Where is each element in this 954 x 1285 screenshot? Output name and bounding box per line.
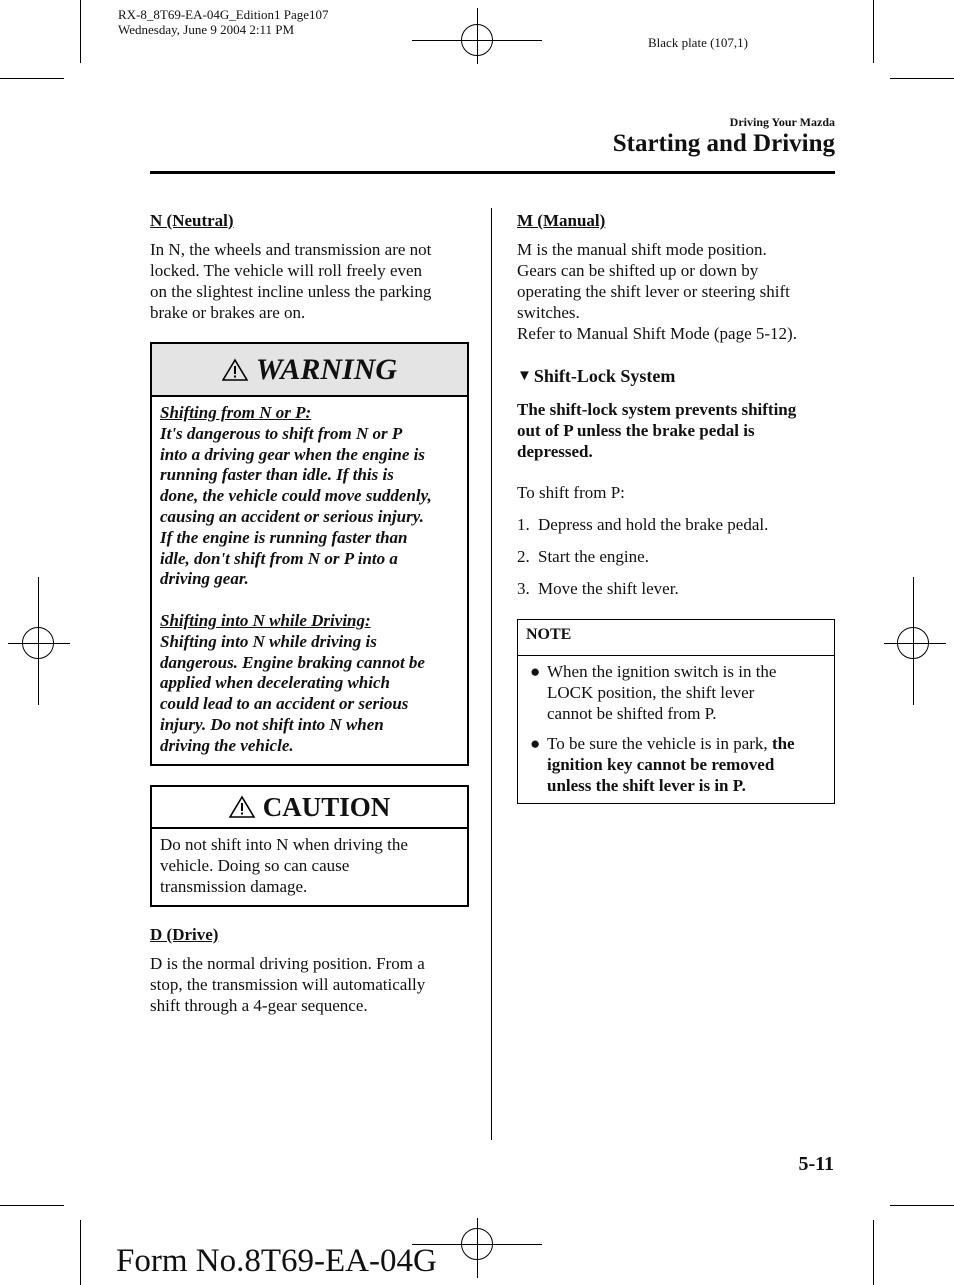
list-item: [517, 546, 768, 567]
text-line: dangerous. Engine braking cannot be: [160, 652, 425, 672]
text-line: on the slightest incline unless the parking: [150, 282, 432, 301]
step-number: 2.: [517, 547, 530, 566]
text-line: operating the shift lever or steering shift: [517, 282, 790, 301]
text-line: In N, the wheels and transmission are not: [150, 240, 432, 259]
text-line: causing an accident or serious injury.: [160, 506, 424, 526]
caution-body: [152, 829, 467, 897]
manual-text: [517, 239, 797, 344]
text-line: injury. Do not shift into N when: [160, 714, 384, 734]
print-job-info: [118, 7, 329, 37]
text-line: out of P unless the brake pedal is: [517, 421, 755, 440]
page-title: Starting and Driving: [612, 130, 835, 157]
warning-subheading: Shifting from N or P:: [160, 403, 312, 422]
note-text: [547, 733, 795, 796]
warning-box: [150, 342, 469, 766]
title-rule: [150, 171, 835, 174]
text-line: Gears can be shifted up or down by: [517, 261, 759, 280]
text-line: locked. The vehicle will roll freely even: [150, 261, 423, 280]
print-file-name: RX-8_8T69-EA-04G_Edition1 Page107: [118, 7, 329, 22]
column-divider: [491, 208, 492, 1140]
warning-header: [152, 344, 467, 397]
emphasis-text: the: [771, 734, 795, 753]
warning-title: WARNING: [255, 352, 398, 386]
caution-header: [152, 787, 467, 829]
text-line: applied when decelerating which: [160, 673, 390, 693]
text-line: could lead to an accident or serious: [160, 694, 409, 714]
text-line: Do not shift into N when driving the: [160, 835, 408, 854]
note-box: [517, 619, 835, 804]
text-line: D is the normal driving position. From a: [150, 954, 425, 973]
triangle-down-icon: ▼: [517, 368, 532, 384]
text-line: If the engine is running faster than: [160, 527, 408, 547]
print-timestamp: Wednesday, June 9 2004 2:11 PM: [118, 22, 295, 37]
shift-lock-lead: To shift from P:: [517, 483, 625, 502]
text-line: The shift-lock system prevents shifting: [517, 400, 797, 419]
text-line: Refer to Manual Shift Mode (page 5-12).: [517, 324, 797, 343]
text-line: shift through a 4-gear sequence.: [150, 996, 368, 1015]
text-line: vehicle. Doing so can cause: [160, 856, 350, 875]
drive-text: [150, 953, 425, 1016]
text-line: depressed.: [517, 442, 593, 461]
note-list: [518, 656, 834, 796]
text-line: M is the manual shift mode position.: [517, 240, 767, 259]
page-number: 5-11: [798, 1153, 834, 1175]
list-item: [518, 733, 834, 796]
neutral-heading: N (Neutral): [150, 211, 234, 230]
list-item: [517, 578, 768, 599]
text-line: running faster than idle. If this is: [160, 465, 394, 485]
step-text: Start the engine.: [538, 547, 649, 566]
text-line: When the ignition switch is in the: [547, 662, 777, 681]
shift-steps-list: [517, 514, 768, 599]
manual-heading: M (Manual): [517, 211, 606, 230]
warning-triangle-icon: [222, 358, 248, 382]
emphasis-text: unless the shift lever is in P.: [547, 776, 746, 795]
text-line: switches.: [517, 303, 580, 322]
text-line: done, the vehicle could move suddenly,: [160, 486, 432, 506]
warning-body: [152, 397, 467, 757]
caution-triangle-icon: [229, 795, 255, 819]
text-line: stop, the transmission will automatically: [150, 975, 426, 994]
text-line: It's dangerous to shift from N or P: [160, 423, 403, 443]
shift-lock-intro: [517, 399, 796, 462]
shift-lock-heading: [517, 366, 675, 387]
text-line: cannot be shifted from P.: [547, 704, 717, 723]
text-line: into a driving gear when the engine is: [160, 444, 425, 464]
bullet-icon: ●: [530, 734, 541, 753]
bullet-icon: ●: [530, 662, 541, 681]
step-number: 1.: [517, 515, 530, 534]
text-line: Shifting into N while driving is: [160, 631, 377, 651]
text-line: transmission damage.: [160, 877, 308, 896]
plate-label: Black plate (107,1): [648, 35, 748, 50]
caution-box: [150, 785, 469, 907]
section-label: Driving Your Mazda: [729, 115, 835, 129]
step-number: 3.: [517, 579, 530, 598]
text-line: LOCK position, the shift lever: [547, 683, 755, 702]
shift-lock-title: Shift-Lock System: [533, 366, 676, 386]
form-number: Form No.8T69-EA-04G: [116, 1243, 437, 1279]
drive-heading: D (Drive): [150, 925, 219, 944]
caution-title: CAUTION: [262, 791, 391, 822]
warning-subheading: Shifting into N while Driving:: [160, 610, 371, 630]
note-text: [547, 661, 776, 724]
emphasis-text: ignition key cannot be removed: [547, 755, 775, 774]
text-line: idle, don't shift from N or P into a: [160, 548, 398, 568]
list-item: [517, 514, 768, 535]
step-text: Move the shift lever.: [538, 579, 679, 598]
text-line: To be sure the vehicle is in park,: [547, 734, 772, 753]
text-line: brake or brakes are on.: [150, 303, 306, 322]
note-title: NOTE: [518, 620, 834, 656]
neutral-text: [150, 239, 431, 323]
text-line: driving gear.: [160, 569, 249, 589]
text-line: driving the vehicle.: [160, 735, 294, 755]
step-text: Depress and hold the brake pedal.: [538, 515, 769, 534]
list-item: [518, 661, 834, 724]
